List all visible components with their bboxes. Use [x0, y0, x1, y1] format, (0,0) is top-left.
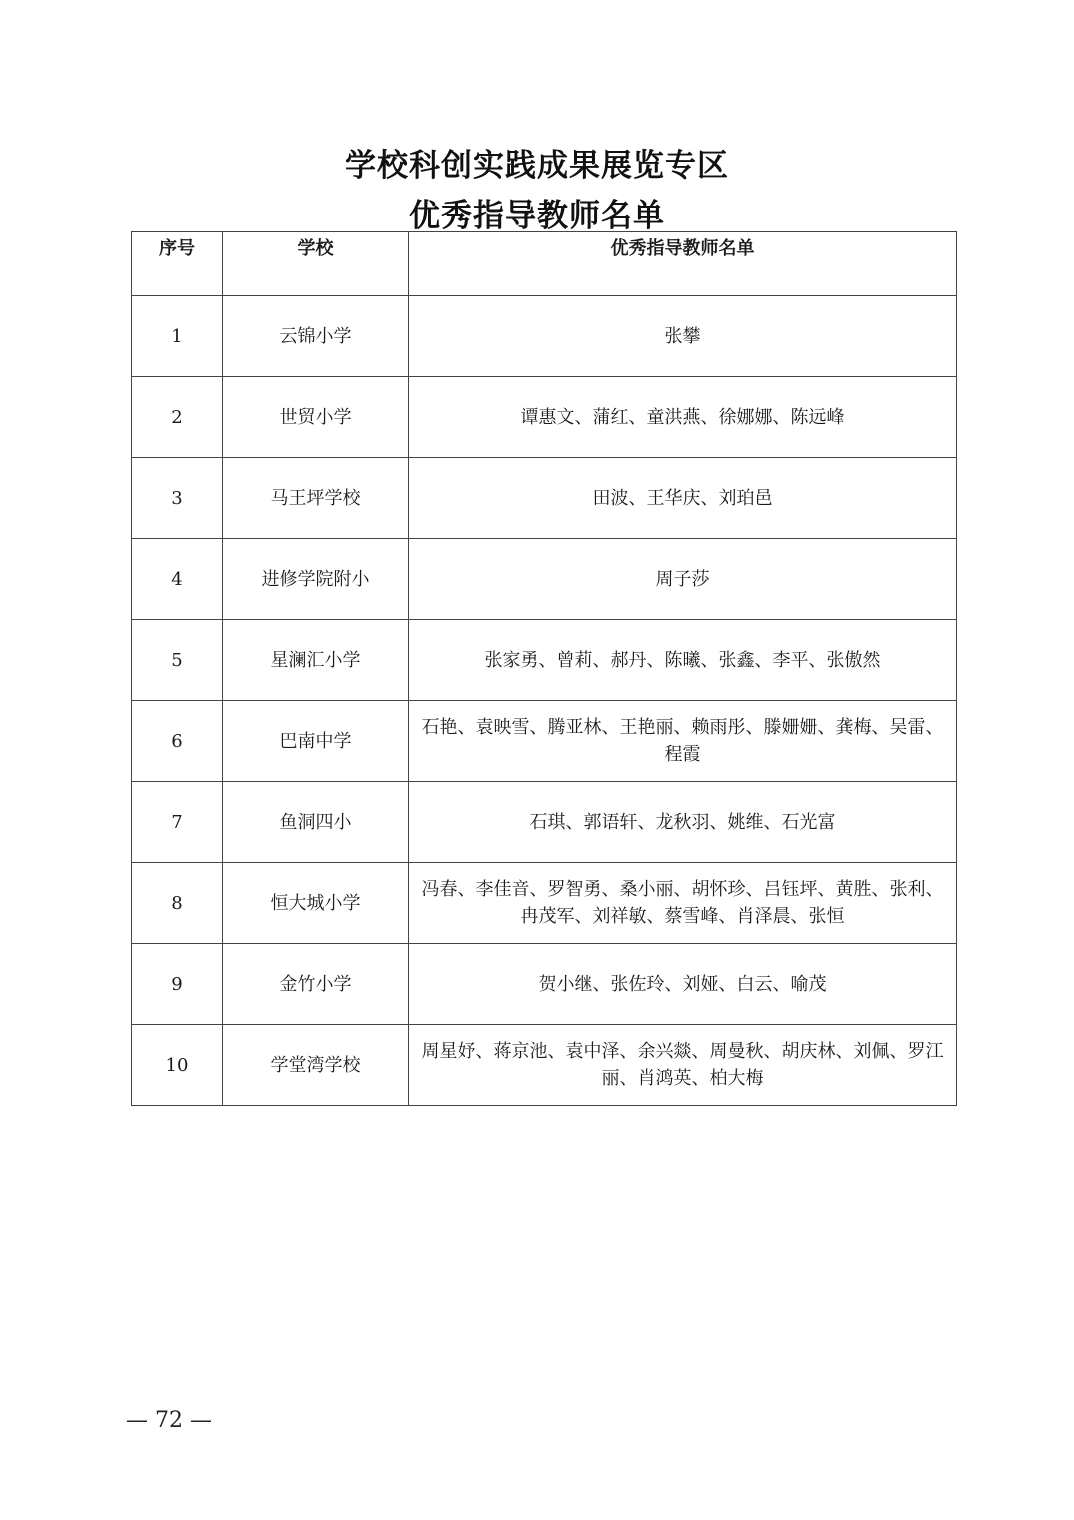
table-row [132, 944, 957, 1025]
table-row [132, 377, 957, 458]
document-title-line1: 学校科创实践成果展览专区 [345, 148, 729, 184]
row-teachers: 张攀 [409, 296, 957, 377]
table-row [132, 458, 957, 539]
header-index: 序号 [132, 232, 223, 296]
row-school: 云锦小学 [223, 296, 409, 377]
row-index: 5 [132, 620, 223, 701]
table-row [132, 782, 957, 863]
row-index: 3 [132, 458, 223, 539]
row-teachers: 冯春、李佳音、罗智勇、桑小丽、胡怀珍、吕钰坪、黄胜、张利、冉茂军、刘祥敏、蔡雪峰、肖泽晨、张恒 [409, 863, 957, 944]
row-teachers: 田波、王华庆、刘珀邑 [409, 458, 957, 539]
row-index: 10 [132, 1025, 223, 1106]
row-teachers: 周星妤、蒋京池、袁中泽、余兴燚、周曼秋、胡庆林、刘佩、罗江丽、肖鸿英、柏大梅 [409, 1025, 957, 1106]
table-row [132, 1025, 957, 1106]
row-index: 8 [132, 863, 223, 944]
table-row [132, 863, 957, 944]
table-row [132, 296, 957, 377]
row-teachers: 石琪、郭语轩、龙秋羽、姚维、石光富 [409, 782, 957, 863]
row-teachers: 贺小继、张佐玲、刘娅、白云、喻茂 [409, 944, 957, 1025]
row-index: 2 [132, 377, 223, 458]
row-teachers: 谭惠文、蒲红、童洪燕、徐娜娜、陈远峰 [409, 377, 957, 458]
row-school: 巴南中学 [223, 701, 409, 782]
row-index: 4 [132, 539, 223, 620]
page-number: — 72 — [126, 1408, 212, 1433]
row-school: 世贸小学 [223, 377, 409, 458]
row-school: 恒大城小学 [223, 863, 409, 944]
row-teachers: 周子莎 [409, 539, 957, 620]
header-school: 学校 [223, 232, 409, 296]
row-teachers: 石艳、袁映雪、腾亚林、王艳丽、赖雨彤、滕姗姗、龚梅、吴雷、程霞 [409, 701, 957, 782]
row-school: 马王坪学校 [223, 458, 409, 539]
teacher-list-table [131, 231, 957, 1106]
row-school: 鱼洞四小 [223, 782, 409, 863]
row-index: 6 [132, 701, 223, 782]
row-school: 星澜汇小学 [223, 620, 409, 701]
table-row [132, 701, 957, 782]
row-school: 金竹小学 [223, 944, 409, 1025]
row-school: 学堂湾学校 [223, 1025, 409, 1106]
document-title-line2: 优秀指导教师名单 [409, 198, 665, 234]
row-school: 进修学院附小 [223, 539, 409, 620]
row-teachers: 张家勇、曾莉、郝丹、陈曦、张鑫、李平、张傲然 [409, 620, 957, 701]
table-header-row [132, 232, 957, 296]
row-index: 9 [132, 944, 223, 1025]
row-index: 7 [132, 782, 223, 863]
table-row [132, 539, 957, 620]
table-row [132, 620, 957, 701]
row-index: 1 [132, 296, 223, 377]
header-teachers: 优秀指导教师名单 [409, 232, 957, 296]
